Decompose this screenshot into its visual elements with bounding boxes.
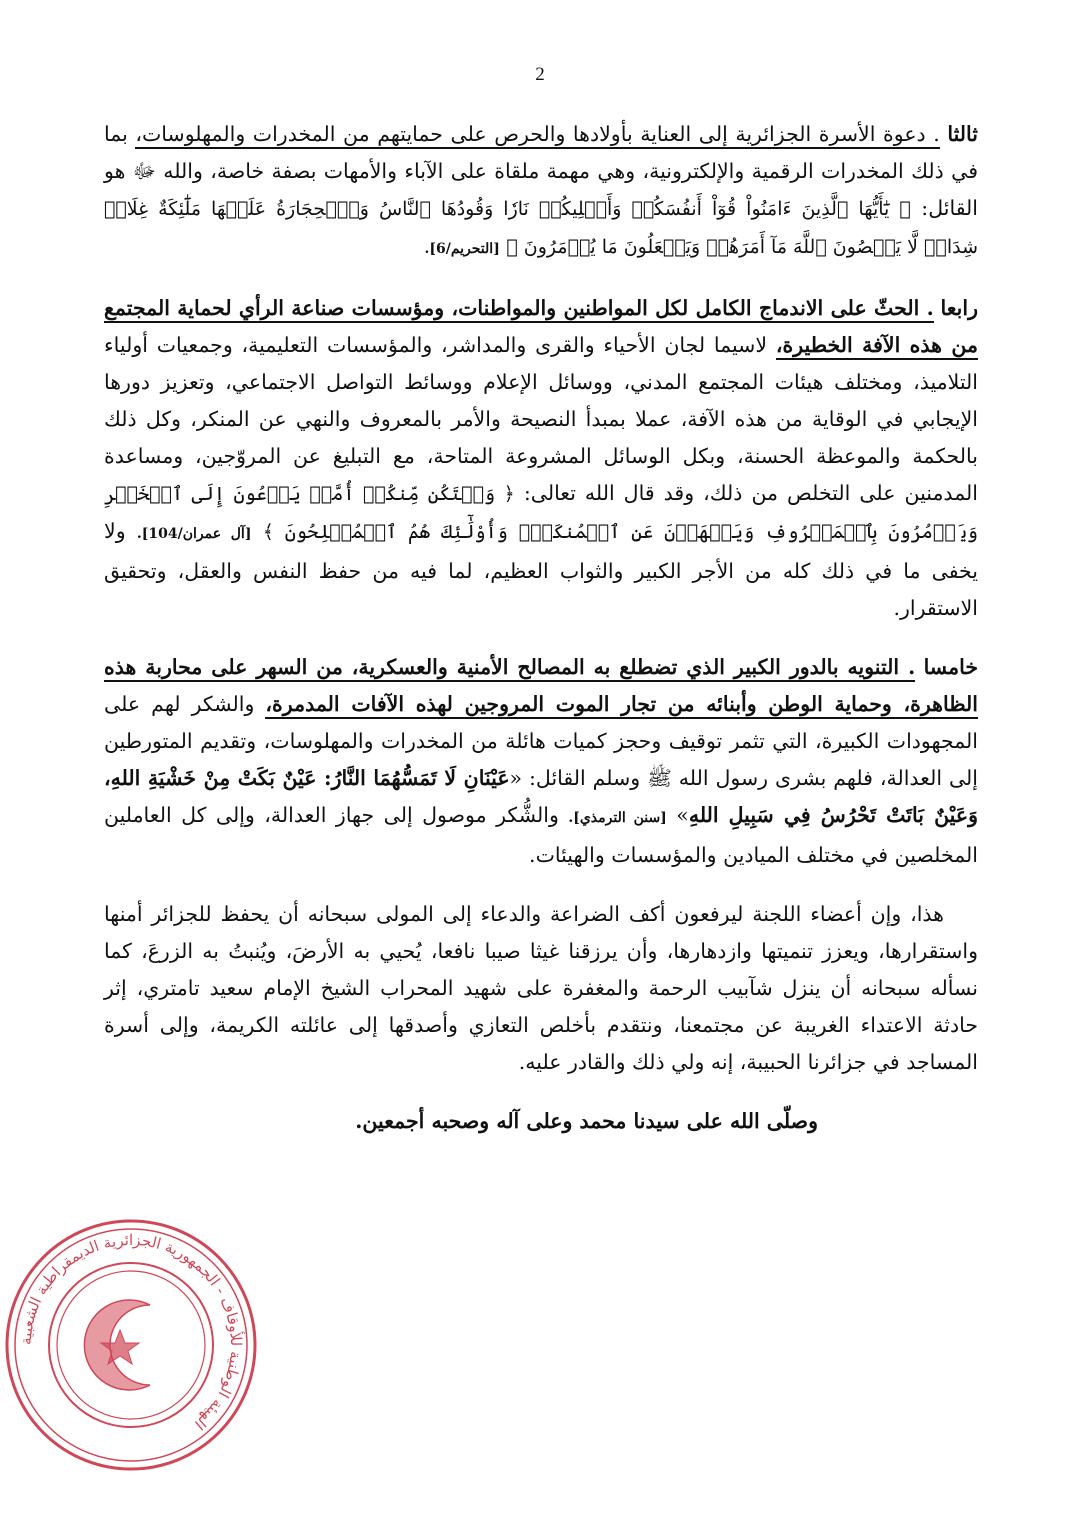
paragraph-text: بما في ذلك المخدرات الرقمية والإلكترونية، وهي مهمة ملقاة على الآباء والأمهات بصفة خاصة، والله ﷻ هو القائل: bbox=[104, 122, 978, 220]
document-body bbox=[104, 116, 978, 1162]
underlined-text: . التنويه بالدور الكبير الذي تضطلع به المصالح الأمنية والعسكرية، من السهر على محاربة هذه الظاهرة، وحماية الوطن وأبنائه من تجار الموت المروجين لهذه الآفات المدمرة، bbox=[104, 655, 978, 719]
quran-verse: ﴿ يَٰٓأَيُّهَا ٱلَّذِينَ ءَامَنُواْ قُوٓاْ أَنفُسَكُمۡ وَأَهۡلِيكُمۡ نَارٗا وَقُودُهَا ٱلنَّاسُ وَٱلۡحِجَارَةُ عَلَيۡهَا مَلَٰٓئِكَةٌ غِلَاظٞ شِدَادٞ لَّا يَعۡصُونَ ٱللَّهَ مَآ أَمَرَهُمۡ وَيَفۡعَلُونَ مَا يُؤۡمَرُونَ ﴾ bbox=[104, 198, 978, 258]
paragraph-prayer: هذا، وإن أعضاء اللجنة ليرفعون أكف الضراعة والدعاء إلى المولى سبحانه أن يحفظ للجزائر أمنها واستقرارها، ويعزز تنميتها وازدهارها، وأن يرزقنا غيثا صيبا نافعا، يُحيي به الأرضَ، ويُنبتُ به الزرعَ، كما نسأله سبحانه أن ينزل شآبيب الرحمة والمغفرة على شهيد المحراب الشيخ الإمام سعيد تامتري، إثر حادثة الاعتداء الغريبة عن مجتمعنا، ونتقدم بأخلص التعازي وأصدقها إلى عائلته الكريمة، وإلى أسرة المساجد في جزائرنا الحبيبة، إنه ولي ذلك والقادر عليه. bbox=[104, 902, 978, 1074]
verse-reference: [آل عمران/104]. bbox=[136, 526, 252, 542]
paragraph-label: ثالثا bbox=[947, 122, 978, 146]
hadith-reference: [سنن الترمذي]. bbox=[568, 810, 667, 826]
underlined-text: . الحثّ على الاندماج الكامل لكل المواطنين والمواطنات، ومؤسسات صناعة الرأي لحماية المجتمع من هذه الآفة الخطيرة، bbox=[104, 296, 978, 360]
underlined-text: . دعوة الأسرة الجزائرية إلى العناية بأولادها والحرص على حمايتهم من المخدرات والمهلوسات، bbox=[135, 122, 939, 149]
paragraph-text: لاسيما لجان الأحياء والقرى والمداشر، والمؤسسات التعليمية، وجمعيات أولياء التلاميذ، ومختلف هيئات المجتمع المدني، ووسائل الإعلام ووسائط التواصل الاجتماعي، وتعزيز دورها الإيجابي في الوقاية من هذه الآفة، عملا بمبدأ النصيحة والأمر بالمعروف والنهي عن المنكر، وكل ذلك بالحكمة والموعظة الحسنة، وبكل الوسائل المشروعة المتاحة، مع التبليغ عن المروّجين، ومساعدة المدمنين على التخلص من ذلك، وقد قال الله تعالى: bbox=[104, 333, 978, 505]
paragraph-text-continued: والشُّكر موصول إلى جهاز العدالة، وإلى كل العاملين المخلصين في مختلف الميادين والمؤسسات والهيئات. bbox=[104, 803, 978, 867]
official-stamp bbox=[0, 1210, 262, 1480]
paragraph-label: خامسا bbox=[923, 655, 978, 679]
hadith-close-quote: » bbox=[676, 803, 689, 827]
paragraph-text: والشكر لهم على المجهودات الكبيرة، التي تثمر توقيف وحجز كميات هائلة من المخدرات والمهلوسات، وتقديم المتورطين إلى العدالة، فلهم بشرى رسول الله ﷺ وسلم القائل: « bbox=[104, 692, 978, 790]
stamp-text: الهيئة الوطنية للأوقاف - الجمهورية الجزائرية الديمقراطية الشعبية bbox=[16, 1230, 246, 1434]
hadith-text: عَيْنَانِ لَا تَمَسُّهُمَا النَّارُ: عَيْنٌ بَكَتْ مِنْ خَشْيَةِ اللهِ، وَعَيْنٌ بَاتَتْ تَحْرُسُ فِي سَبِيلِ اللهِ bbox=[104, 766, 978, 827]
paragraph-third bbox=[104, 116, 978, 268]
paragraph-fifth bbox=[104, 649, 978, 874]
paragraph-label: رابعا bbox=[940, 296, 978, 320]
verse-reference: [التحريم/6]. bbox=[424, 241, 500, 257]
quran-verse: ﴿ وَلۡتَكُن مِّنكُمۡ أُمَّةٞ يَدۡعُونَ إِلَى ٱلۡخَيۡرِ وَيَأۡمُرُونَ بِٱلۡمَعۡرُوفِ وَيَنۡهَوۡنَ عَنِ ٱلۡمُنكَرِۚ وَأُوْلَٰٓئِكَ هُمُ ٱلۡمُفۡلِحُونَ ﴾ bbox=[104, 483, 978, 543]
paragraph-text-continued: ولا يخفى ما في ذلك كله من الأجر الكبير والثواب العظيم، لما فيه من حفظ النفس والعقل، وتحقيق الاستقرار. bbox=[104, 519, 978, 620]
closing-salutation: وصلّى الله على سيدنا محمد وعلى آله وصحبه أجمعين. bbox=[355, 1109, 818, 1133]
paragraph-fourth bbox=[104, 290, 978, 627]
page-number: 2 bbox=[535, 64, 545, 85]
